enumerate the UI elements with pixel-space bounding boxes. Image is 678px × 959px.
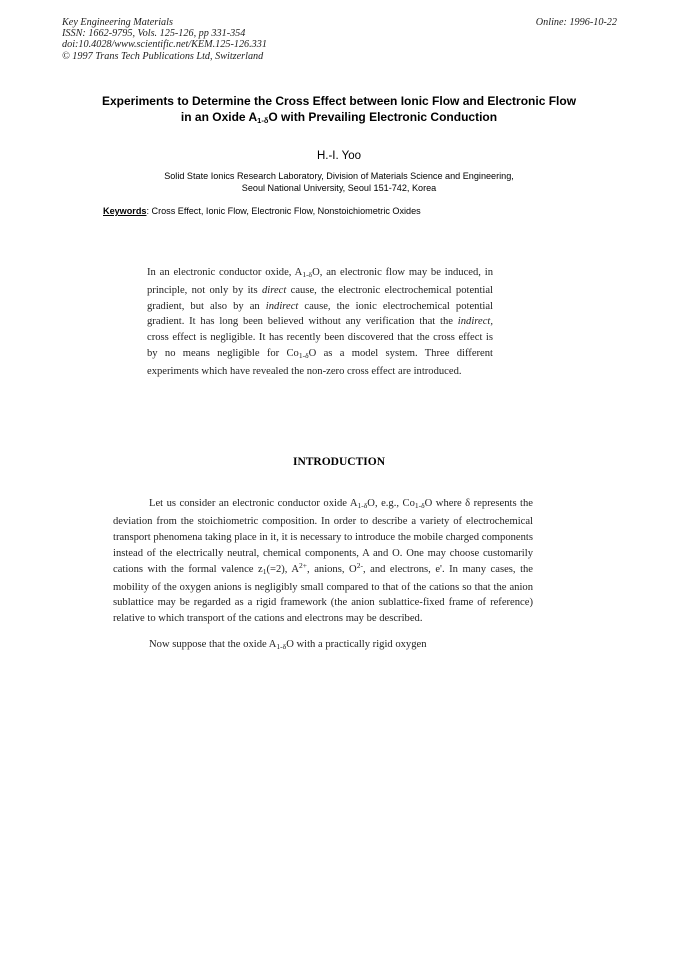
paragraph: Let us consider an electronic conductor oxide $A_{1-\delta}O$, e.g., $Co_{1-\delta}O$ where δ represents the deviation from the stoichiometric composition. In order to describe a variety of electrochemical transport phenomena taking place in it, it is necessary to introduce the mobile charged components instead of the electrically neutral, chemical components, A and O. One may choose customarily cations with the formal valence $z_1(=2)$, $A^{2+}$, anions, $O^{2-}$, and electrons, e'. In many cases, the mobility of the oxygen anions is negligibly small compared to that of the cations so that the anion sublattice may be regarded as a rigid framework (the anion sublattice-fixed frame of reference) relative to which transport of the cations and electrons may be described.	[113, 498, 534, 625]
copyright-line: © 1997 Trans Tech Publications Ltd, Switzerland	[62, 50, 264, 62]
issn-line: ISSN: 1662-9795, Vols. 125-126, pp 331-354	[62, 28, 246, 40]
keywords-label: Keywords	[103, 206, 147, 216]
doi-line: doi:10.4028/www.scientific.net/KEM.125-126.331	[62, 39, 267, 51]
section-heading-introduction: INTRODUCTION	[292, 456, 385, 468]
paper-title: Experiments to Determine the Cross Effect between Ionic Flow and Electronic Flow in an Oxide $A_{1-\delta}O$ with Prevailing Electronic Conduction	[101, 94, 577, 125]
online-date: Online: 1996-10-22	[535, 17, 617, 28]
keywords-line	[103, 206, 421, 216]
paragraph: Now suppose that the oxide $A_{1-\delta}O$ with a practically rigid oxygen	[149, 639, 427, 652]
affiliation: Solid State Ionics Research Laboratory, Division of Materials Science and Engineering, Seoul National University, Seoul 151-742, Korea	[164, 171, 514, 193]
keywords-text: : Cross Effect, Ionic Flow, Electronic Flow, Nonstoichiometric Oxides	[146, 206, 421, 216]
introduction-body	[113, 496, 533, 655]
journal-name: Key Engineering Materials	[62, 17, 173, 28]
abstract: In an electronic conductor oxide, $A_{1-\delta}O$, an electronic flow may be induced, in principle, not only by its direct cause, the electronic electrochemical potential gradient, but also by an indirect cause, the ionic electrochemical potential gradient. It has long been believed without any verification that the indirect, cross effect is negligible. It has recently been discovered that the cross effect is by no means negligible for $Co_{1-\delta}O$ as a model system. Three different experiments which have revealed the non-zero cross effect are introduced.	[147, 267, 493, 377]
author-name: H.-I. Yoo	[316, 150, 362, 162]
journal-header	[62, 17, 267, 62]
